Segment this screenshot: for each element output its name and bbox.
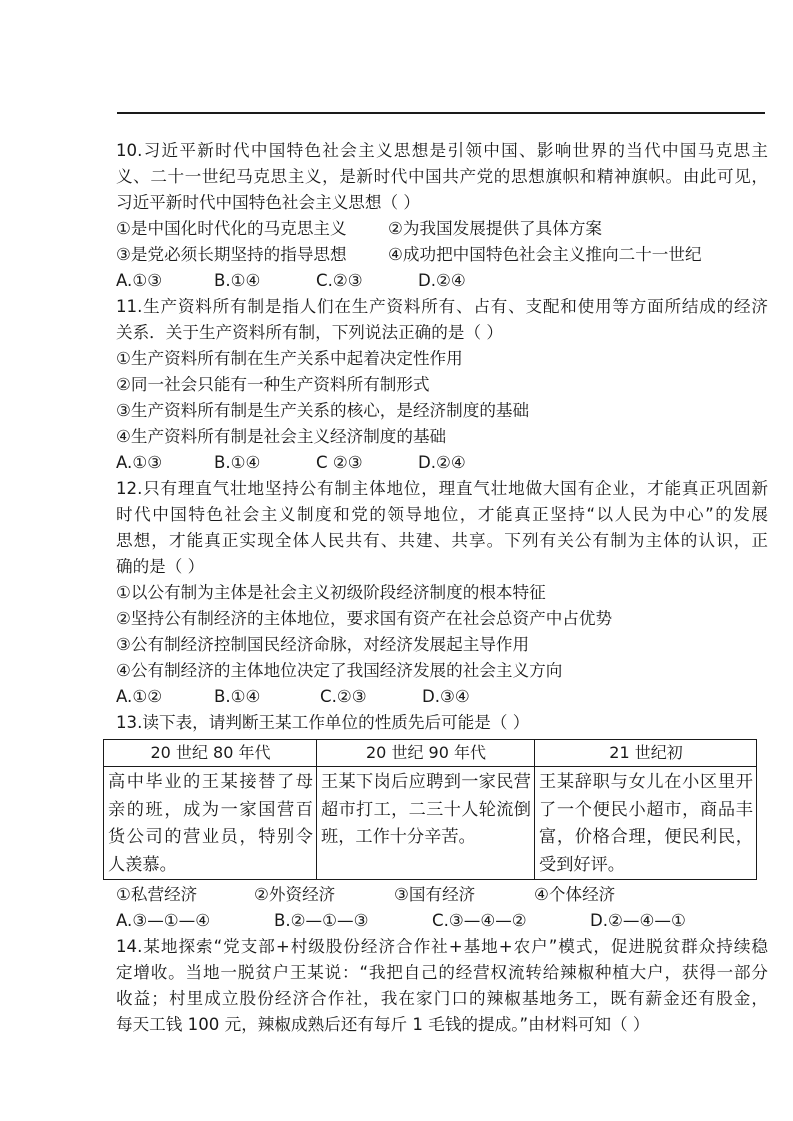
- statement: ④公有制经济的主体地位决定了我国经济发展的社会主义方向: [116, 661, 563, 680]
- answer-option-b[interactable]: B.①④: [214, 271, 261, 290]
- statement: ④个体经济: [534, 885, 616, 904]
- answer-option-b[interactable]: B.②—①—③: [274, 911, 369, 930]
- statement: ③是党必须长期坚持的指导思想: [116, 245, 347, 264]
- answer-option-b[interactable]: B.①④: [214, 453, 261, 472]
- question-stem-line: 13.读下表，请判断王某工作单位的性质先后可能是（ ）: [116, 713, 530, 732]
- answer-choices: [116, 684, 768, 710]
- question-12: [116, 476, 768, 710]
- question-10: [116, 138, 768, 294]
- statement-row: [116, 242, 768, 268]
- question-stem-line: 义、二十一世纪马克思主义，是新时代中国共产党的思想旗帜和精神旗帜。由此可见，: [116, 167, 768, 186]
- question-stem-line: 关系．关于生产资料所有制，下列说法正确的是（ ）: [116, 323, 503, 342]
- question-stem-line: 时代中国特色社会主义制度和党的领导地位，才能真正坚持“以人民为中心”的发展: [116, 505, 768, 524]
- statement-row: [116, 882, 768, 908]
- answer-option-c[interactable]: C.②③: [320, 687, 367, 706]
- statement: ②外资经济: [254, 885, 336, 904]
- answer-option-d[interactable]: D.②④: [418, 271, 466, 290]
- answer-option-a[interactable]: A.①②: [116, 687, 163, 706]
- statement-row: [116, 216, 768, 242]
- statement: ②为我国发展提供了具体方案: [388, 219, 603, 238]
- answer-option-c[interactable]: C.②③: [316, 271, 363, 290]
- question-stem-line: 确的是（ ）: [116, 557, 205, 576]
- question-stem-line: 习近平新时代中国特色社会主义思想（ ）: [116, 193, 420, 212]
- exam-page: [108, 138, 768, 1038]
- question-stem-line: 每天工钱 100 元，辣椒成熟后还有每斤 1 毛钱的提成。”由材料可知（ ）: [116, 1015, 650, 1034]
- employment-table: [103, 739, 757, 880]
- question-stem-line: 14.某地探索“党支部+村级股份经济合作社+基地+农户”模式，促进脱贫群众持续稳: [116, 937, 768, 956]
- table-header: 20 世纪 80 年代: [104, 740, 317, 767]
- table-header: 21 世纪初: [535, 740, 757, 767]
- statement: ①私营经济: [116, 885, 198, 904]
- question-stem-line: 12.只有理直气壮地坚持公有制主体地位，理直气壮地做大国有企业，才能真正巩固新: [116, 479, 768, 498]
- statement: ④生产资料所有制是社会主义经济制度的基础: [116, 427, 447, 446]
- table-header-row: [104, 740, 757, 767]
- statement: ④成功把中国特色社会主义推向二十一世纪: [388, 245, 702, 264]
- answer-choices: [116, 908, 768, 934]
- statement: ③生产资料所有制是生产关系的核心，是经济制度的基础: [116, 401, 530, 420]
- statement: ①是中国化时代化的马克思主义: [116, 219, 347, 238]
- table-row: [104, 767, 757, 880]
- answer-option-c[interactable]: C.③—④—②: [432, 911, 527, 930]
- statement: ②坚持公有制经济的主体地位，要求国有资产在社会总资产中占优势: [116, 609, 613, 628]
- answer-option-c[interactable]: C ②③: [316, 453, 363, 472]
- statement: ①生产资料所有制在生产关系中起着决定性作用: [116, 349, 463, 368]
- statement: ③国有经济: [394, 885, 476, 904]
- question-11: [116, 294, 768, 476]
- header-rule: [117, 112, 765, 114]
- statement: ①以公有制为主体是社会主义初级阶段经济制度的根本特征: [116, 583, 546, 602]
- table-header: 20 世纪 90 年代: [317, 740, 535, 767]
- answer-option-d[interactable]: D.②④: [418, 453, 466, 472]
- question-14: [116, 934, 768, 1038]
- answer-option-a[interactable]: A.③—①—④: [116, 911, 211, 930]
- question-stem-line: 思想，才能真正实现全体人民共有、共建、共享。下列有关公有制为主体的认识，正: [116, 531, 768, 550]
- answer-option-b[interactable]: B.①④: [214, 687, 261, 706]
- answer-option-a[interactable]: A.①③: [116, 271, 163, 290]
- question-13: [108, 710, 768, 934]
- table-cell: 王某下岗后应聘到一家民营超市打工，二三十人轮流倒班，工作十分辛苦。: [317, 767, 535, 880]
- question-stem-line: 10.习近平新时代中国特色社会主义思想是引领中国、影响世界的当代中国马克思主: [116, 141, 768, 160]
- answer-option-a[interactable]: A.①③: [116, 453, 163, 472]
- table-cell: 高中毕业的王某接替了母亲的班，成为一家国营百货公司的营业员，特别令人羡慕。: [104, 767, 317, 880]
- table-cell: 王某辞职与女儿在小区里开了一个便民小超市，商品丰富，价格合理，便民利民，受到好评。: [535, 767, 757, 880]
- question-stem-line: 收益；村里成立股份经济合作社，我在家门口的辣椒基地务工，既有薪金还有股金，: [116, 989, 768, 1008]
- answer-choices: [116, 450, 768, 476]
- answer-option-d[interactable]: D.③④: [422, 687, 470, 706]
- statement: ③公有制经济控制国民经济命脉，对经济发展起主导作用: [116, 635, 530, 654]
- answer-option-d[interactable]: D.②—④—①: [590, 911, 686, 930]
- question-stem-line: 11.生产资料所有制是指人们在生产资料所有、占有、支配和使用等方面所结成的经济: [116, 297, 768, 316]
- answer-choices: [116, 268, 768, 294]
- question-stem-line: 定增收。当地一脱贫户王某说：“我把自己的经营权流转给辣椒种植大户，获得一部分: [116, 963, 768, 982]
- statement: ②同一社会只能有一种生产资料所有制形式: [116, 375, 430, 394]
